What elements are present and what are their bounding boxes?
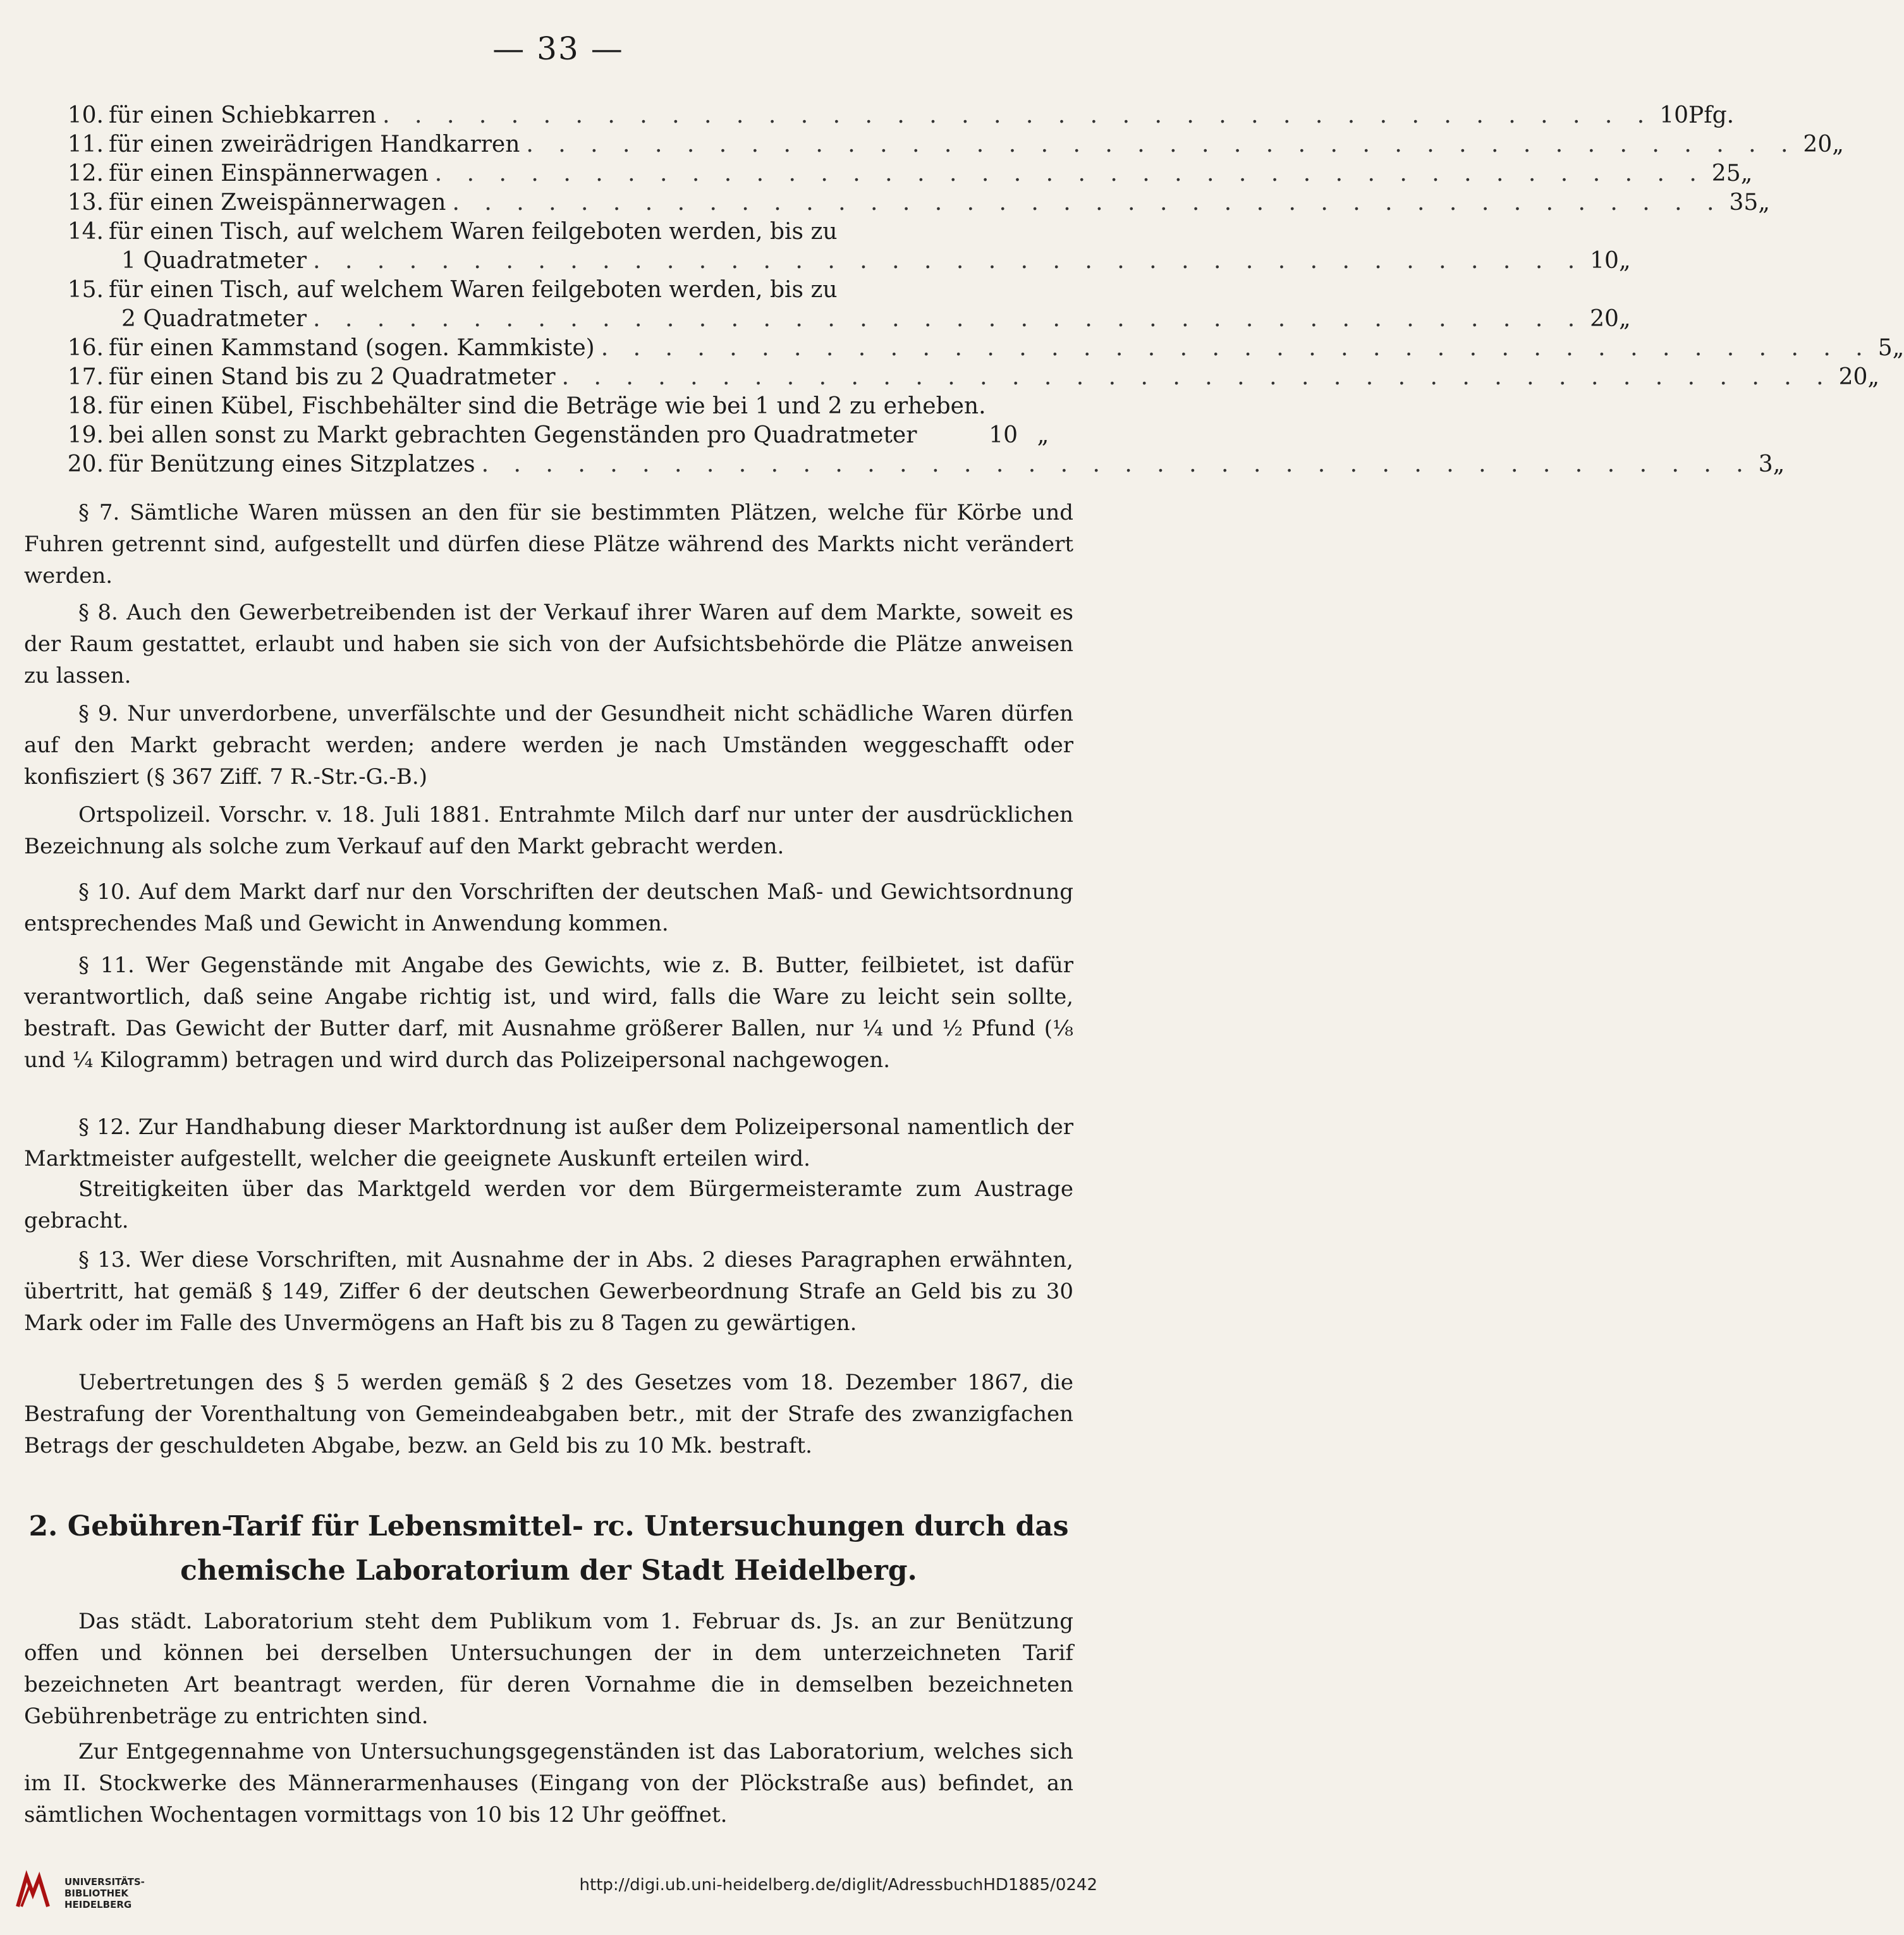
page-number: — 33 — (492, 30, 624, 67)
dot-leader: . . . . . . . . . . . . . . . . . . . . . . . . . . . . . . . . . . . . . . . . (434, 161, 1706, 186)
tariff-item-amount: 10 (989, 422, 1018, 448)
tariff-item (57, 130, 1844, 159)
paragraph-laboratorium: Das städt. Laboratorium steht dem Publikum vom 1. Februar ds. Js. an zur Benützung offen und können bei derselben Untersuchungen der in dem unterzeichneten Tarif bezeichneten Art beantragt werden, für deren Vornahme die in demselben bezeichneten Gebührenbeträge zu entrichten sind. (24, 1609, 1073, 1729)
tariff-item-number: 16. (67, 335, 104, 361)
tariff-item-unit: „ (1892, 335, 1904, 361)
tariff-item (57, 334, 1904, 363)
paragraph-12: § 12. Zur Handhabung dieser Marktordnung ist außer dem Polizeipersonal namentlich der Marktmeister aufgestellt, welcher die geeignete Auskunft erteilen wird. (24, 1114, 1073, 1171)
tariff-item-unit: „ (1618, 306, 1631, 332)
dot-leader: . . . . . . . . . . . . . . . . . . . . . . . . . . . . . . . . . . . . . . . . (313, 306, 1584, 332)
tariff-item-amount: 5 (1877, 335, 1893, 361)
tariff-item-unit: „ (1037, 422, 1049, 448)
paragraph-9: § 9. Nur unverdorbene, unverfälschte und der Gesundheit nicht schädliche Waren dürfen auf den Markt gebracht werden; andere werden je nach Umständen weggeschafft oder konfisziert (§ 367 Ziff. 7 R.-Str.-G.-B.) (24, 701, 1073, 790)
tariff-item-unit: „ (1758, 190, 1770, 216)
tariff-item-number: 20. (67, 451, 104, 477)
tariff-item-amount: 3 (1758, 451, 1773, 477)
tariff-item-amount: 20 (1803, 131, 1833, 157)
tariff-item-text: für einen Kübel, Fischbehälter sind die Beträge wie bei 1 und 2 zu erheben. (109, 393, 986, 419)
tariff-item-amount: 10 (1590, 248, 1619, 274)
tariff-item-text: für einen Kammstand (sogen. Kammkiste) (109, 335, 595, 361)
library-logo (11, 1865, 150, 1915)
tariff-item-text: für Benützung eines Sitzplatzes (109, 451, 475, 477)
library-logo-text: UNIVERSITÄTS- BIBLIOTHEK HEIDELBERG (64, 1876, 145, 1910)
tariff-item-unit: „ (1832, 131, 1844, 157)
tariff-item-number: 11. (67, 131, 104, 157)
tariff-item (57, 159, 1753, 188)
tariff-item-text: für einen Schiebkarren (109, 102, 377, 128)
paragraph-streitigkeiten: Streitigkeiten über das Marktgeld werden vor dem Bürgermeisteramte zum Austrage gebracht. (24, 1176, 1073, 1233)
tariff-item (57, 421, 1068, 450)
dot-leader: . . . . . . . . . . . . . . . . . . . . . . . . . . . . . . . . . . . . . . . . (452, 190, 1723, 216)
tariff-item-text: 2 Quadratmeter (121, 306, 307, 332)
tariff-item (57, 101, 1735, 130)
paragraph-10: § 10. Auf dem Markt darf nur den Vorschriften der deutschen Maß- und Gewichtsordnung entsprechendes Maß und Gewicht in Anwendung kommen. (24, 879, 1073, 936)
tariff-item-text: 1 Quadratmeter (121, 248, 307, 274)
university-seal-icon (11, 1869, 56, 1913)
dot-leader: . . . . . . . . . . . . . . . . . . . . . . . . . . . . . . . . . . . . . . . . (526, 131, 1797, 157)
tariff-item-text: für einen Stand bis zu 2 Quadratmeter (109, 364, 556, 390)
tariff-item-amount: 10 (1659, 102, 1689, 128)
tariff-item-number: 13. (67, 190, 104, 216)
tariff-item-number: 19. (67, 422, 104, 448)
dot-leader: . . . . . . . . . . . . . . . . . . . . . . . . . . . . . . . . . . . . . . . . (601, 335, 1872, 361)
tariff-item-unit: Pfg. (1688, 102, 1735, 128)
tariff-item-amount: 20 (1590, 306, 1619, 332)
tariff-item-text: für einen zweirädrigen Handkarren (109, 131, 520, 157)
dot-leader: . . . . . . . . . . . . . . . . . . . . . . . . . . . . . . . . . . . . . . . . (313, 248, 1584, 274)
tariff-list (57, 101, 1904, 479)
paragraph-8: § 8. Auch den Gewerbetreibenden ist der Verkauf ihrer Waren auf dem Markte, soweit es der Raum gestattet, erlaubt und haben sie sich von der Aufsichtsbehörde die Plätze anweisen zu lassen. (24, 600, 1073, 688)
paragraph-11: § 11. Wer Gegenstände mit Angabe des Gewichts, wie z. B. Butter, feilbietet, ist dafür verantwortlich, daß seine Angabe richtig ist, und wird, falls die Ware zu leicht sein sollte, bestraft. Das Gewicht der Butter darf, mit Ausnahme größerer Ballen, nur ¼ und ½ Pfund (⅛ und ¼ Kilogramm) betragen und wird durch das Polizeipersonal nachgewogen. (24, 953, 1073, 1073)
tariff-item-amount: 35 (1729, 190, 1759, 216)
tariff-item-unit: „ (1773, 451, 1785, 477)
tariff-item (57, 450, 1785, 479)
tariff-item-unit: „ (1740, 161, 1753, 186)
tariff-item-text: für einen Tisch, auf welchem Waren feilgeboten werden, bis zu (109, 277, 838, 303)
paragraph-entgegennahme: Zur Entgegennahme von Untersuchungsgegenständen ist das Laboratorium, welches sich im II. Stockwerke des Männerarmenhauses (Eingang von der Plöckstraße aus) befindet, an sämtlichen Wochentagen vormittags von 10 bis 12 Uhr geöffnet. (24, 1739, 1073, 1828)
section-heading-line1: 2. Gebühren-Tarif für Lebensmittel- rc. Untersuchungen durch das (28, 1510, 1069, 1542)
section-heading-line2: chemische Laboratorium der Stadt Heidelberg. (180, 1554, 917, 1587)
paragraph-13: § 13. Wer diese Vorschriften, mit Ausnahme der in Abs. 2 dieses Paragraphen erwähnten, übertritt, hat gemäß § 149, Ziffer 6 der deutschen Gewerbeordnung Strafe an Geld bis zu 30 Mark oder im Falle des Unvermögens an Haft bis zu 8 Tagen zu gewärtigen. (24, 1247, 1073, 1336)
tariff-item-text: bei allen sonst zu Markt gebrachten Gegenständen pro Quadratmeter (109, 422, 917, 448)
tariff-item-number: 14. (67, 219, 104, 245)
tariff-item-number: 12. (67, 161, 104, 186)
tariff-item-amount: 20 (1838, 364, 1868, 390)
tariff-item-number: 15. (67, 277, 104, 303)
tariff-item-number: 10. (67, 102, 104, 128)
tariff-item (57, 363, 1880, 392)
tariff-item-unit: „ (1618, 248, 1631, 274)
tariff-item-number: 18. (67, 393, 104, 419)
tariff-item-text: für einen Tisch, auf welchem Waren feilgeboten werden, bis zu (109, 219, 838, 245)
tariff-item (57, 392, 1068, 421)
dot-leader: . . . . . . . . . . . . . . . . . . . . . . . . . . . . . . . . . . . . . . . . (382, 102, 1654, 128)
tariff-item (57, 217, 1631, 276)
tariff-item-number: 17. (67, 364, 104, 390)
dot-leader: . . . . . . . . . . . . . . . . . . . . . . . . . . . . . . . . . . . . . . . . (561, 364, 1833, 390)
source-url[interactable]: http://digi.ub.uni-heidelberg.de/diglit/AdressbuchHD1885/0242 (579, 1876, 1097, 1895)
tariff-item (57, 276, 1631, 334)
dot-leader: . . . . . . . . . . . . . . . . . . . . . . . . . . . . . . . . . . . . . . . . (481, 451, 1752, 477)
paragraph-ortspolizeil: Ortspolizeil. Vorschr. v. 18. Juli 1881. Entrahmte Milch darf nur unter der ausdrücklichen Bezeichnung als solche zum Verkauf auf den Markt gebracht werden. (24, 802, 1073, 859)
paragraph-uebertretungen: Uebertretungen des § 5 werden gemäß § 2 des Gesetzes vom 18. Dezember 1867, die Bestrafung der Vorenthaltung von Gemeindeabgaben betr., mit der Strafe des zwanzigfachen Betrags der geschuldeten Abgabe, bezw. an Geld bis zu 10 Mk. bestraft. (24, 1370, 1073, 1458)
tariff-item-text: für einen Zweispännerwagen (109, 190, 446, 216)
tariff-item-amount: 25 (1711, 161, 1741, 186)
tariff-item-text: für einen Einspännerwagen (109, 161, 429, 186)
tariff-item (57, 188, 1770, 217)
tariff-item-unit: „ (1867, 364, 1880, 390)
paragraph-7: § 7. Sämtliche Waren müssen an den für sie bestimmten Plätzen, welche für Körbe und Fuhren getrennt sind, aufgestellt und dürfen diese Plätze während des Markts nicht verändert werden. (24, 500, 1073, 589)
